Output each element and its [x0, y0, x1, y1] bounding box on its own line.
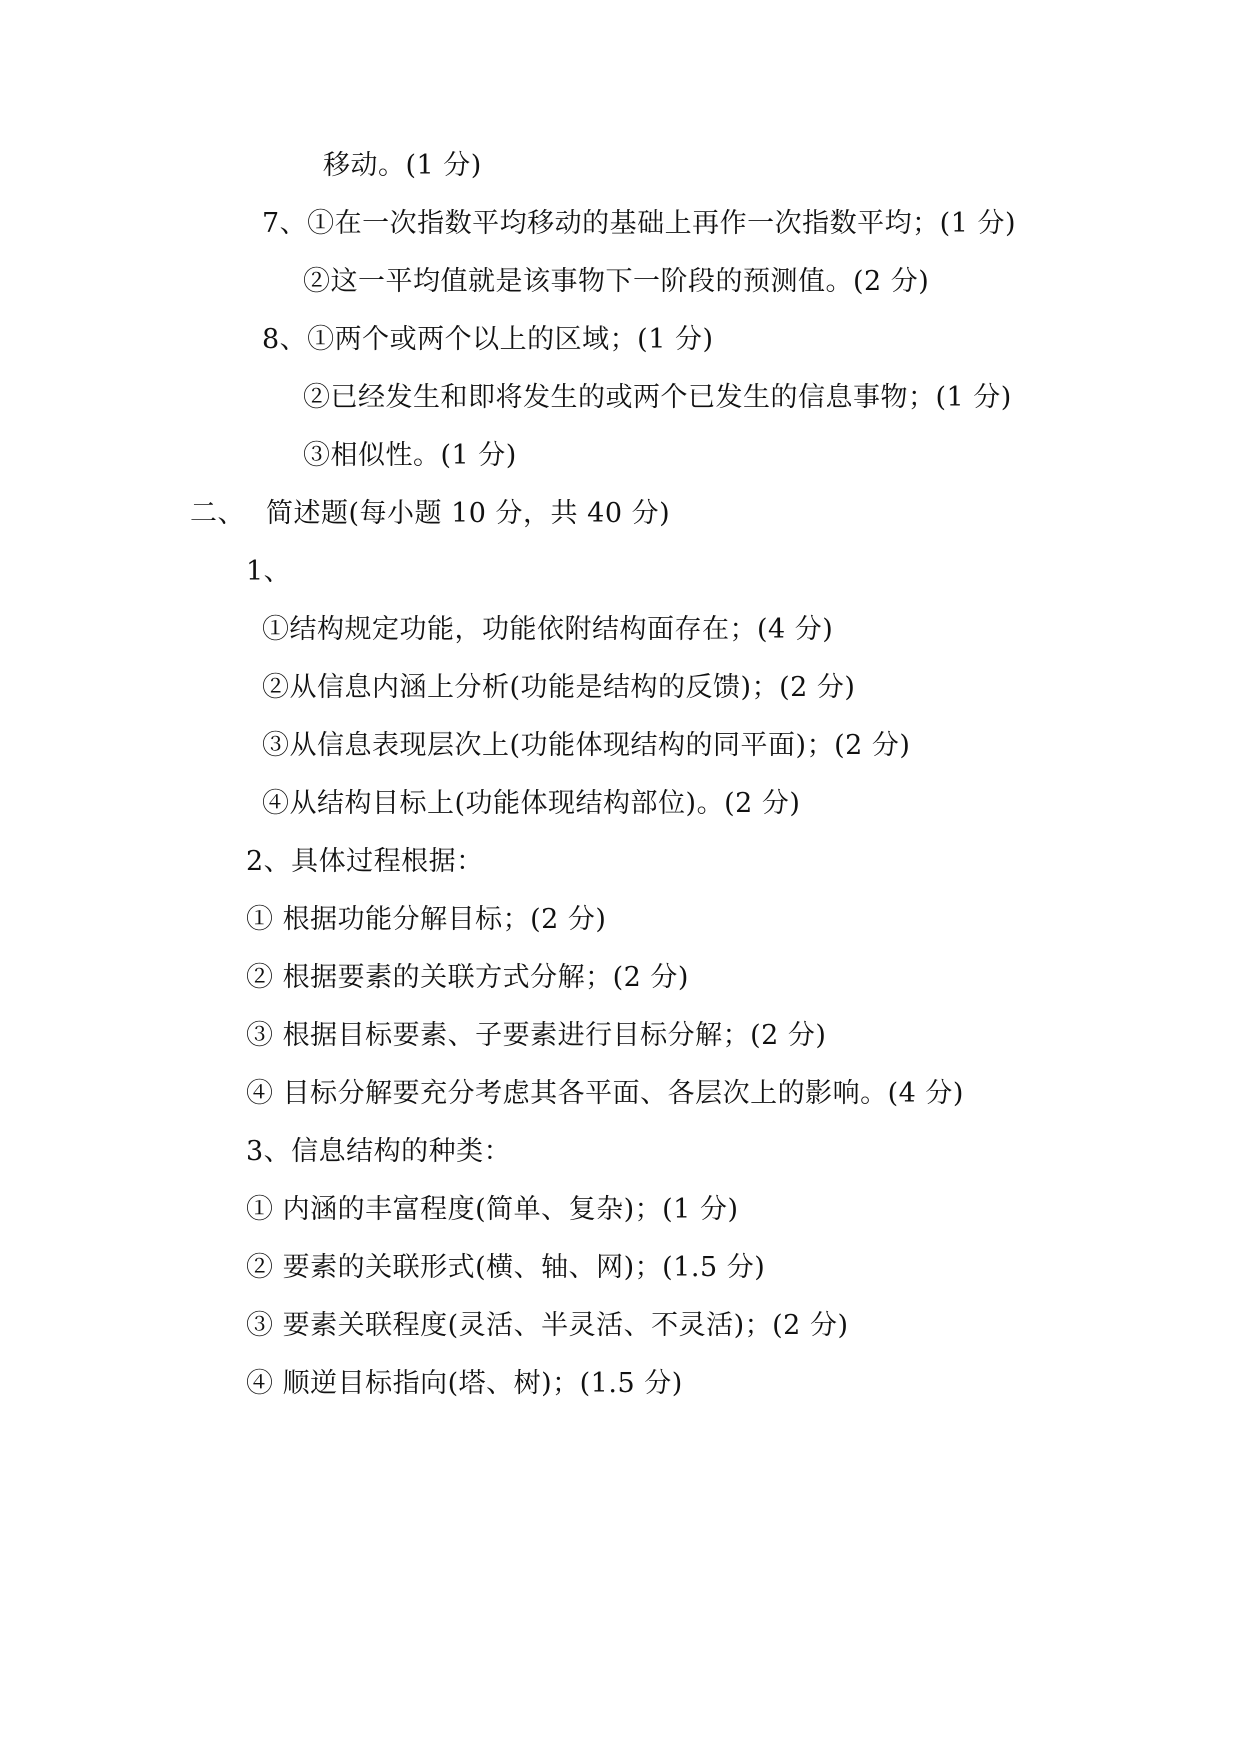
question-3-item-4: ④ 顺逆目标指向(塔、树)；(1.5 分): [246, 1368, 683, 1399]
section-2-title: 简述题(每小题 10 分，共 40 分): [266, 498, 671, 529]
answer-7-part-2: ②这一平均值就是该事物下一阶段的预测值。(2 分): [303, 266, 930, 297]
question-1-item-4: ④从结构目标上(功能体现结构部位)。(2 分): [262, 788, 801, 819]
question-2-item-3: ③ 根据目标要素、子要素进行目标分解；(2 分): [246, 1020, 827, 1051]
question-1-item-2: ②从信息内涵上分析(功能是结构的反馈)；(2 分): [262, 672, 856, 703]
answer-8-part-2: ②已经发生和即将发生的或两个已发生的信息事物；(1 分): [303, 382, 1012, 413]
section-2-number: 二、: [190, 498, 245, 529]
answer-8-part-3: ③相似性。(1 分): [303, 440, 517, 471]
question-1-item-3: ③从信息表现层次上(功能体现结构的同平面)；(2 分): [262, 730, 911, 761]
question-3-item-2: ② 要素的关联形式(横、轴、网)；(1.5 分): [246, 1252, 766, 1283]
question-3-heading: 3、信息结构的种类：: [246, 1136, 512, 1167]
section-2-heading: [190, 496, 670, 532]
question-3-item-1: ① 内涵的丰富程度(简单、复杂)；(1 分): [246, 1194, 739, 1225]
answer-7-part-1: 7、①在一次指数平均移动的基础上再作一次指数平均；(1 分): [262, 208, 1017, 239]
question-2-heading: 2、具体过程根据：: [246, 846, 484, 877]
answer-6-continuation: 移动。(1 分): [323, 150, 482, 181]
question-2-item-4: ④ 目标分解要充分考虑其各平面、各层次上的影响。(4 分): [246, 1078, 964, 1109]
question-2-item-1: ① 根据功能分解目标；(2 分): [246, 904, 607, 935]
question-3-item-3: ③ 要素关联程度(灵活、半灵活、不灵活)；(2 分): [246, 1310, 849, 1341]
question-2-item-2: ② 根据要素的关联方式分解；(2 分): [246, 962, 689, 993]
question-1-item-1: ①结构规定功能，功能依附结构面存在；(4 分): [262, 614, 834, 645]
question-1-number: 1、: [246, 556, 292, 587]
answer-8-part-1: 8、①两个或两个以上的区域；(1 分): [262, 324, 714, 355]
